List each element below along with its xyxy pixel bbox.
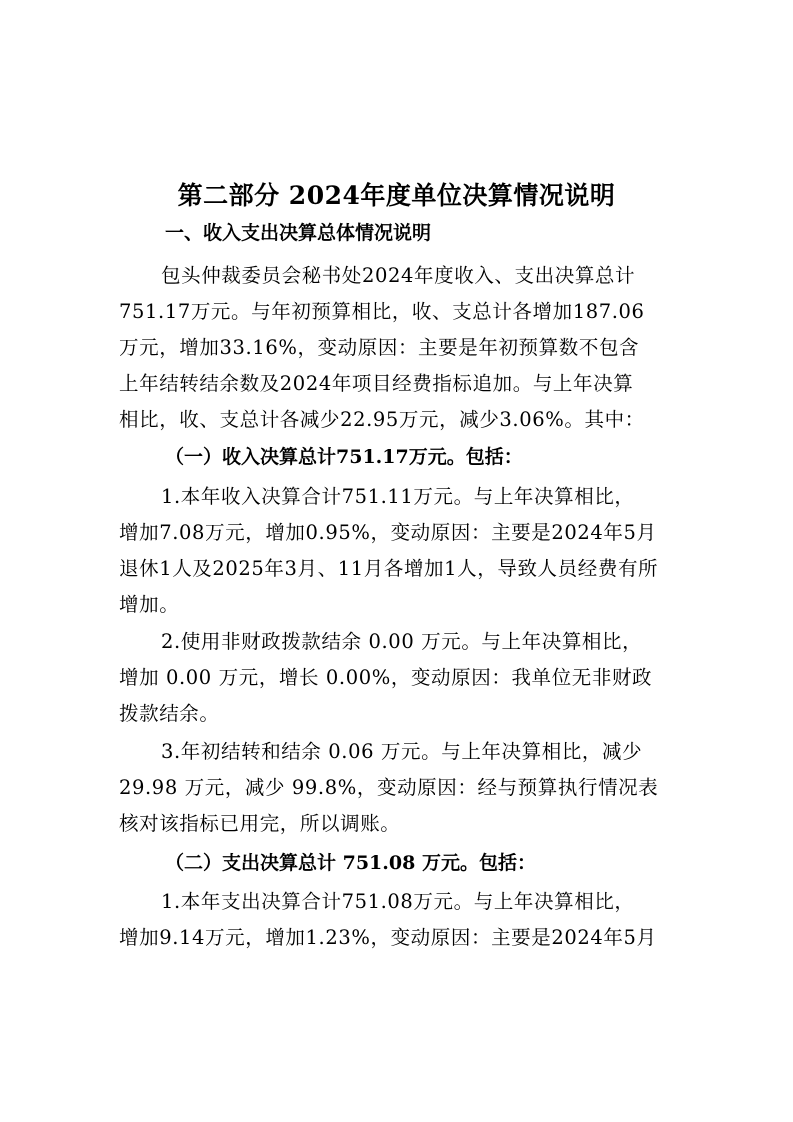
- overview-line: 751.17万元。与年初预算相比，收、支总计各增加187.06: [119, 300, 645, 323]
- overview-line: 相比，收、支总计各减少22.95万元，减少3.06%。其中：: [119, 408, 645, 431]
- overview-line: 包头仲裁委员会秘书处2024年度收入、支出决算总计: [161, 264, 636, 287]
- income-item-3-line: 29.98 万元，减少 99.8%，变动原因：经与预算执行情况表: [119, 776, 659, 799]
- income-item-3-line: 核对该指标已用完，所以调账。: [119, 812, 401, 835]
- document-title: 第二部分 2024年度单位决算情况说明: [177, 181, 616, 210]
- income-item-2-line: 增加 0.00 万元，增长 0.00%，变动原因：我单位无非财政: [119, 666, 653, 689]
- expense-item-1-line: 1.本年支出决算合计751.08万元。与上年决算相比，: [161, 890, 635, 913]
- income-item-3-line: 3.年初结转和结余 0.06 万元。与上年决算相比，减少: [161, 740, 643, 763]
- overview-line: 万元，增加33.16%，变动原因：主要是年初预算数不包含: [119, 336, 640, 359]
- income-total-heading: （一）收入决算总计751.17万元。包括：: [165, 446, 523, 468]
- income-item-1-line: 增加7.08万元，增加0.95%，变动原因：主要是2024年5月: [119, 521, 657, 544]
- income-item-1-line: 退休1人及2025年3月、11月各增加1人，导致人员经费有所: [119, 557, 659, 580]
- expense-total-heading: （二）支出决算总计 751.08 万元。包括：: [165, 852, 536, 874]
- expense-item-1-line: 增加9.14万元，增加1.23%，变动原因：主要是2024年5月: [119, 926, 657, 949]
- overview-line: 上年结转结余数及2024年项目经费指标追加。与上年决算: [119, 372, 634, 395]
- section-heading-income-expense-overview: 一、收入支出决算总体情况说明: [165, 222, 432, 244]
- income-item-2-line: 拨款结余。: [119, 702, 220, 725]
- income-item-2-line: 2.使用非财政拨款结余 0.00 万元。与上年决算相比，: [161, 630, 643, 653]
- income-item-1-line: 增加。: [119, 593, 180, 616]
- income-item-1-line: 1.本年收入决算合计751.11万元。与上年决算相比，: [161, 485, 635, 508]
